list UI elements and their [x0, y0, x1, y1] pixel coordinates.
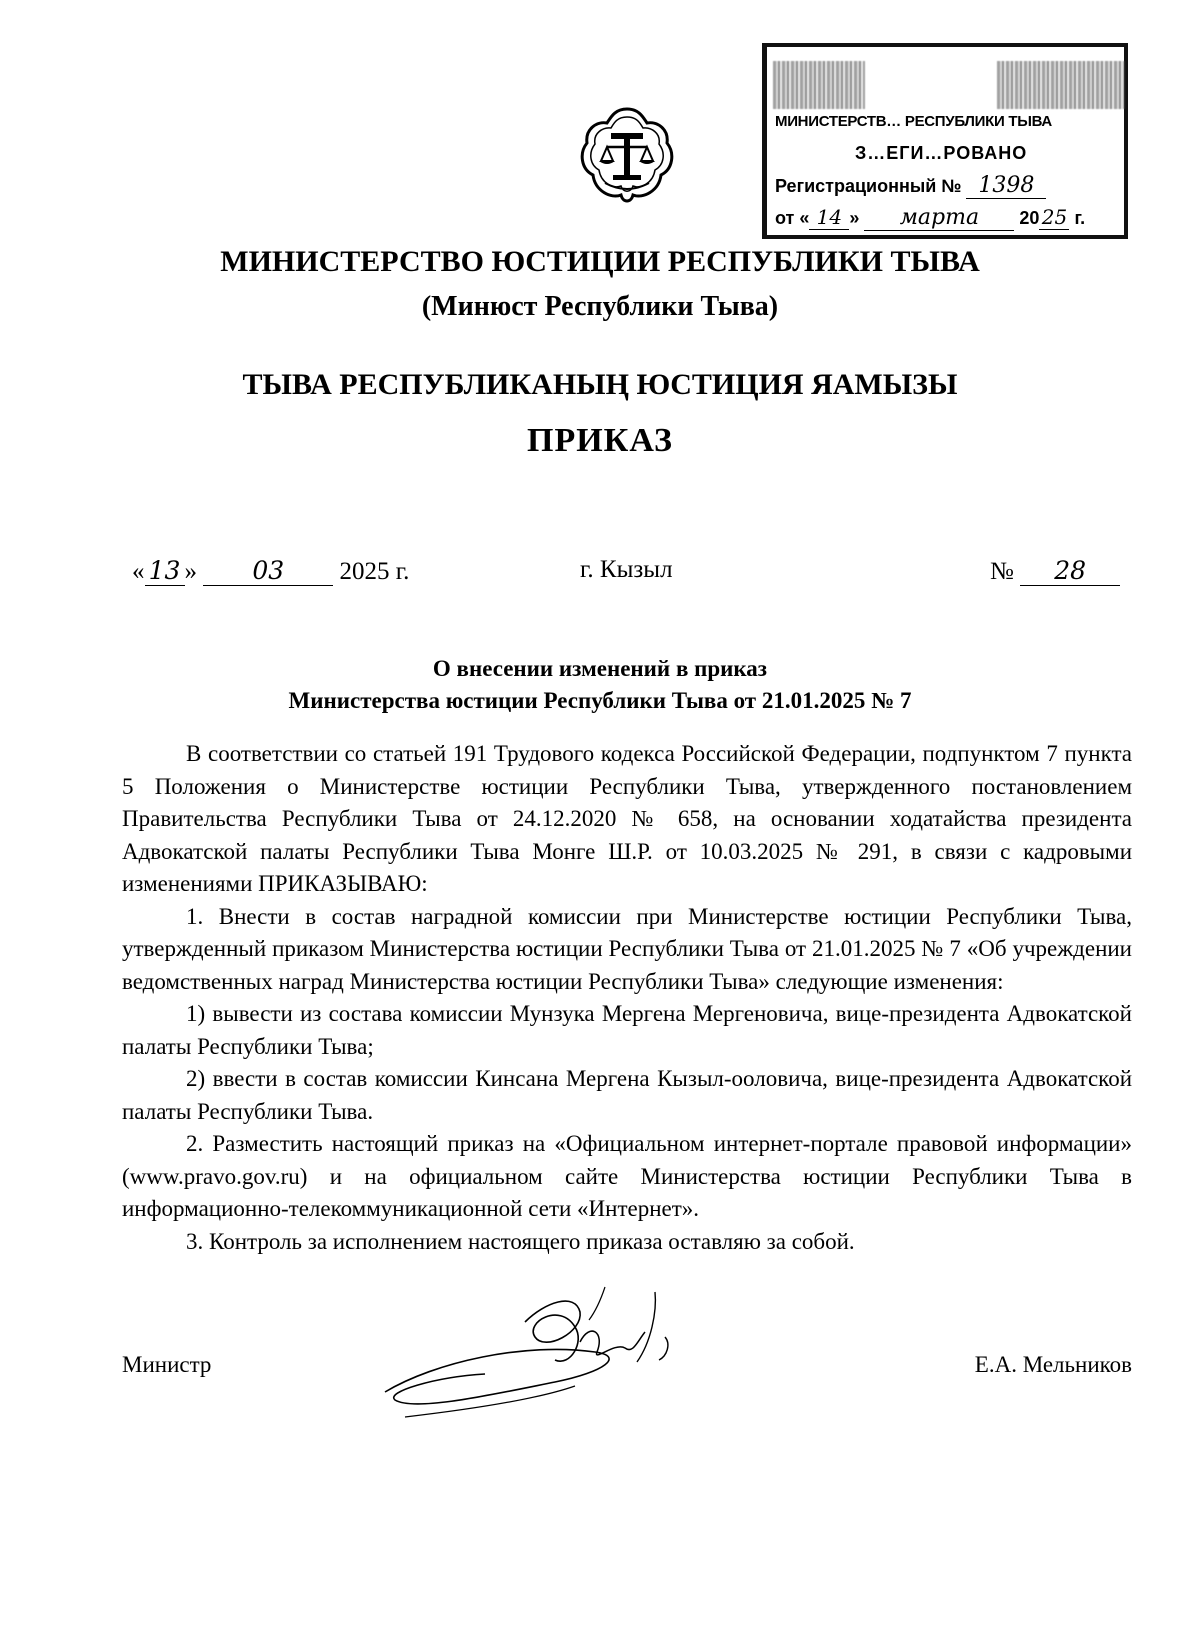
- ministry-name-tuvan: ТЫВА РЕСПУБЛИКАНЫҢ ЮСТИЦИЯ ЯАМЫЗЫ: [242, 368, 958, 401]
- body-preamble: В соответствии со статьей 191 Трудового кодекса Российской Федерации, подпунктом 7 пункта 5 Положения о Министерстве юстиции Республики Тыва, утвержденного постановлением Правительства Республики Тыва от 24.12.2020 № 658, на основании ходатайства президента Адвокатской палаты Республики Тыва Монге Ш.Р. от 10.03.2025 № 291, в связи с кадровыми изменениями ПРИКАЗЫВАЮ:: [122, 741, 1132, 896]
- order-city: г. Кызыл: [580, 556, 673, 583]
- order-day: 13: [145, 556, 185, 586]
- order-number-block: [990, 556, 1120, 586]
- order-body: [122, 738, 1132, 1258]
- stamp-reg-label: Регистрационный №: [775, 176, 962, 196]
- body-subitem-1: 1) вывести из состава комиссии Мунзука Мергена Мергеновича, вице-президента Адвокатской палаты Республики Тыва;: [122, 1001, 1132, 1059]
- stamp-ministry-line: МИНИСТЕРСТВ… РЕСПУБЛИКИ ТЫВА: [775, 113, 1052, 130]
- stamp-reg-number-line: [775, 173, 1046, 199]
- order-number-label: №: [990, 558, 1014, 585]
- order-year: 2025 г.: [339, 558, 410, 585]
- body-subitem-2: 2) ввести в состав комиссии Кинсана Мергена Кызыл-ооловича, вице-президента Адвокатской палаты Республики Тыва.: [122, 1066, 1132, 1124]
- ministry-name: МИНИСТЕРСТВО ЮСТИЦИИ РЕСПУБЛИКИ ТЫВА: [220, 245, 980, 278]
- document-type: ПРИКАЗ: [527, 422, 673, 459]
- ministry-short-name: (Минюст Республики Тыва): [421, 291, 779, 322]
- handwritten-signature: [375, 1282, 705, 1432]
- date-close-quote: »: [184, 558, 197, 585]
- stamp-emblem-blur: [997, 61, 1125, 109]
- registration-stamp: [762, 43, 1128, 239]
- order-number: 28: [1020, 556, 1120, 586]
- signatory-name: Е.А. Мельников: [974, 1352, 1132, 1377]
- order-title-line1: О внесении изменений в приказ: [432, 656, 768, 681]
- stamp-reg-number: 1398: [966, 173, 1046, 199]
- stamp-date-year: 25: [1039, 205, 1069, 230]
- order-month: 03: [203, 556, 333, 586]
- stamp-date-suffix: г.: [1074, 208, 1086, 228]
- stamp-emblem-blur: [773, 61, 865, 109]
- stamp-date-year-prefix: 20: [1019, 208, 1040, 228]
- signatory-title: Министр: [122, 1352, 212, 1377]
- body-item-1: 1. Внести в состав наградной комиссии при Министерстве юстиции Республики Тыва, утвержденный приказом Министерства юстиции Республики Тыва от 21.01.2025 № 7 «Об учреждении ведомственных наград Министерства юстиции Республики Тыва» следующие изменения:: [122, 903, 1132, 994]
- stamp-date-day: 14: [809, 205, 849, 230]
- order-title-line2: Министерства юстиции Республики Тыва от 21.01.2025 № 7: [288, 688, 912, 713]
- body-item-2: 2. Разместить настоящий приказ на «Официальном интернет-портале правовой информации» (www.pravo.gov.ru) и на официальном сайте Министерства юстиции Республики Тыва в информационно-телекоммуникационной сети «Интернет».: [122, 1131, 1132, 1221]
- stamp-date-mid: »: [849, 208, 860, 228]
- date-open-quote: «: [132, 558, 145, 585]
- body-item-3: 3. Контроль за исполнением настоящего приказа оставляю за собой.: [186, 1228, 855, 1254]
- stamp-registered-line: З…ЕГИ…РОВАНО: [855, 143, 1028, 163]
- ministry-emblem-icon: [577, 103, 677, 211]
- order-date: [132, 556, 409, 586]
- stamp-date-month: марта: [864, 205, 1014, 231]
- stamp-date-line: [775, 205, 1085, 231]
- stamp-date-prefix: от «: [775, 208, 810, 228]
